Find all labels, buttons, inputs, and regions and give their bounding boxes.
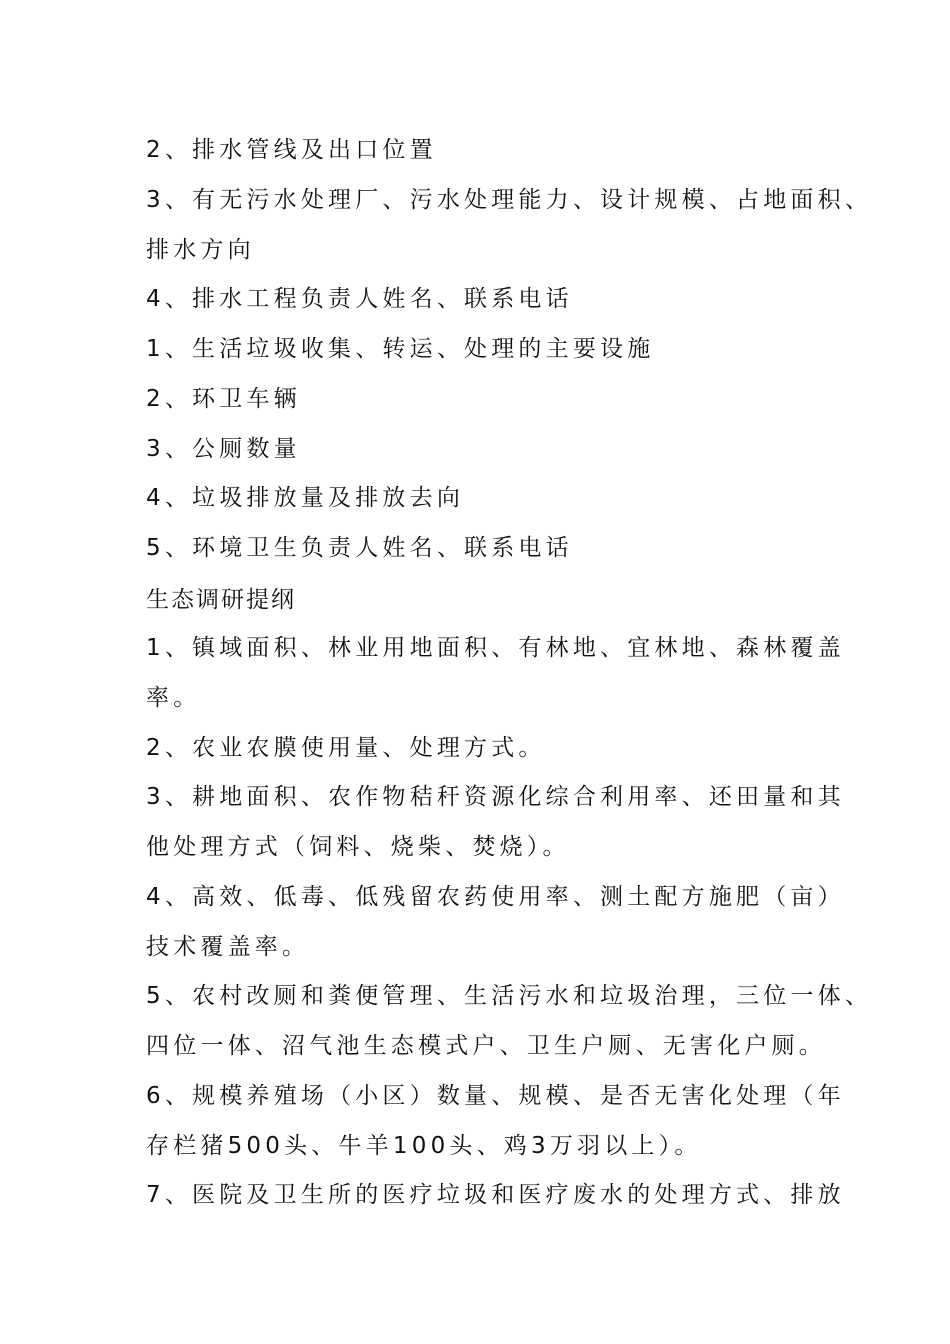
text-line: 2、排水管线及出口位置 xyxy=(146,137,437,163)
text-line: 5、环境卫生负责人姓名、联系电话 xyxy=(146,535,573,561)
text-line: 7、医院及卫生所的医疗垃圾和医疗废水的处理方式、排放 xyxy=(146,1182,845,1208)
text-line: 3、有无污水处理厂、污水处理能力、设计规模、占地面积、 xyxy=(146,187,873,213)
text-line: 2、环卫车辆 xyxy=(146,386,301,412)
text-line: 1、镇域面积、林业用地面积、有林地、宜林地、森林覆盖 xyxy=(146,635,845,661)
text-line: 6、规模养殖场（小区）数量、规模、是否无害化处理（年 xyxy=(146,1083,845,1109)
text-line: 5、农村改厕和粪便管理、生活污水和垃圾治理，三位一体、 xyxy=(146,983,873,1009)
text-line: 率。 xyxy=(146,685,201,711)
text-line: 2、农业农膜使用量、处理方式。 xyxy=(146,735,546,761)
text-line: 排水方向 xyxy=(146,237,255,263)
text-line: 四位一体、沼气池生态模式户、卫生户厕、无害化户厕。 xyxy=(146,1033,826,1059)
text-line: 4、排水工程负责人姓名、联系电话 xyxy=(146,286,573,312)
text-line: 1、生活垃圾收集、转运、处理的主要设施 xyxy=(146,336,655,362)
section-heading: 生态调研提纲 xyxy=(146,587,296,613)
text-line: 4、垃圾排放量及排放去向 xyxy=(146,485,465,511)
text-line: 存栏猪500头、牛羊100头、鸡3万羽以上）。 xyxy=(146,1133,702,1159)
text-line: 3、耕地面积、农作物秸秆资源化综合利用率、还田量和其 xyxy=(146,784,845,810)
text-line: 他处理方式（饲料、烧柴、焚烧）。 xyxy=(146,834,570,860)
text-line: 技术覆盖率。 xyxy=(146,934,310,960)
text-line: 3、公厕数量 xyxy=(146,436,301,462)
text-line: 4、高效、低毒、低残留农药使用率、测土配方施肥（亩） xyxy=(146,884,845,910)
